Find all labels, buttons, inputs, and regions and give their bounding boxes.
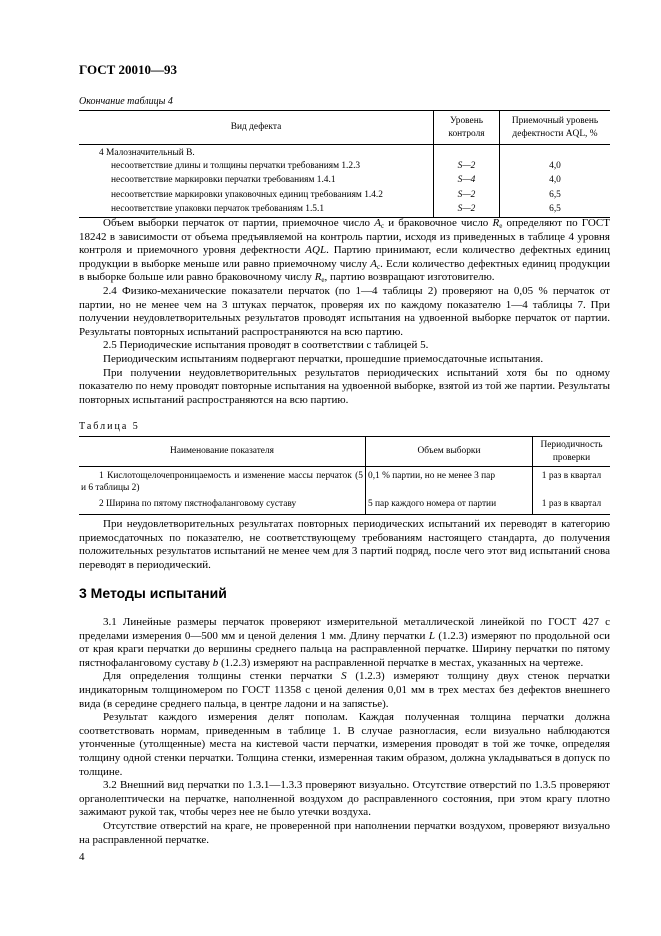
body-text-block-3 — [79, 616, 610, 847]
paragraph-3-2: 3.2 Внешний вид перчатки по 1.3.1—1.3.3 проверяют визуально. Отсутствие отверстий по 1.3.5 проверяют органолептически на перчатке, наполненной воздухом до расправленного состояния, при этом крагу плотно зажимают рукой так, чтобы через нее не было утечки воздуха. — [79, 779, 610, 819]
paragraph-3-1: 3.1 Линейные размеры перчаток проверяют измерительной металлической линейкой по ГОСТ 427 с пределами измерения 0—500 мм и ценой деления 1 мм. Длину перчатки L (1.2.3) измеряют по продольной оси от края краги перчатки до вершины среднего пальца на расправленной перчатке. Ширину перчатки по пятому пястнофаланговому суставу b (1.2.3) измеряют на расправленной перчатке в местах, указанных на чертеже. — [79, 616, 610, 669]
table5-header-name: Наименование показателя — [79, 437, 366, 467]
table-row — [79, 188, 610, 202]
table4-defect: несоответствие маркировки перчатки требованиям 1.4.1 — [111, 175, 336, 186]
paragraph-2-5: 2.5 Периодические испытания проводят в соответствии с таблицей 5. — [103, 339, 429, 352]
table-row — [79, 467, 610, 497]
table5-caption: Таблица 5 — [79, 421, 140, 432]
body-text-block-2 — [79, 518, 610, 572]
table5-name: 2 Ширина по пятому пястнофаланговому суставу — [79, 496, 366, 514]
table4-header-aql: Приемочный уровень дефектности AQL, % — [500, 111, 611, 145]
table4-level: S—2 — [434, 202, 500, 218]
section-title: 3 Методы испытаний — [79, 585, 227, 601]
table5-sample: 5 пар каждого номера от партии — [366, 496, 533, 514]
table4-defect: несоответствие длины и толщины перчатки требованиям 1.2.3 — [111, 161, 361, 172]
table4-aql: 6,5 — [500, 188, 611, 202]
paragraph-measurement: Результат каждого измерения делят пополам. Каждая полученная толщина перчатки должна соответствовать нормам, приведенным в таблице 1. В случае разногласия, если визуально наблюдаются утонченные (утолщенные) места на кистевой части перчатки, измерения проводят в той же точке, определяя толщину одной стенки перчатки. Толщина стенки, измеренная таким образом, должна укладываться в допуск по толщине. — [79, 711, 610, 778]
table5-sample: 0,1 % партии, но не менее 3 пар — [366, 467, 533, 497]
paragraph-after-table: При неудовлетворительных результатах повторных периодических испытаний их переводят в категорию приемосдаточных по показателю, не соответствующему требованиям настоящего стандарта, до получения положительных результатов испытаний не менее чем для 3 партий подряд, после чего этот вид испытаний снова переводят в периодический. — [79, 518, 610, 571]
table-row — [79, 173, 610, 187]
table-row — [79, 159, 610, 173]
table4-level: S—2 — [434, 188, 500, 202]
table4-aql: 4,0 — [500, 159, 611, 173]
page-number: 4 — [79, 851, 85, 863]
table4-header-defect: Вид дефекта — [79, 111, 434, 145]
table4-aql: 4,0 — [500, 173, 611, 187]
paragraph-thickness: Для определения толщины стенки перчатки S (1.2.3) измеряют толщину двух стенок перчатки индикаторным толщиномером по ГОСТ 11358 с ценой деления 0,01 мм в трех местах без дефектов внешнего вида (в середине среднего пальца, в центре ладони и на запястье). — [79, 670, 610, 710]
table4-header-level: Уровень контроля — [434, 111, 500, 145]
table4-aql: 6,5 — [500, 202, 611, 218]
table4-group-label: 4 Малозначительный B. — [99, 148, 195, 158]
paragraph-sampling: Объем выборки перчаток от партии, приемочное число $A_c$ и браковочное число $R_e$ определяют по ГОСТ 18242 в зависимости от объема предъявляемой на контроль партии, исходя из приведенных в таблице 4 уровня контроля и приемочного уровня дефектности AQL. Партию принимают, если количество дефектных единиц продукции в выборке меньше или равно приемочному числу $A_c$. Если количество дефектных единиц продукции в выборке больше или равно браковочному числу $R_e$, партию возвращают изготовителю. — [79, 217, 610, 285]
paragraph-2-4: 2.4 Физико-механические показатели перчаток (по 1—4 таблицы 2) проверяют на 0,05 % перчаток от партии, но не менее чем на 3 штуках перчаток, проверяя их по каждому показателю 1—4 таблицы 7. При получении неудовлетворительных результатов проводят испытания на удвоенной выборке перчаток от партии. Результаты повторных испытаний распространяются на всю партию. — [79, 284, 610, 338]
table5-header-period: Периодичность проверки — [533, 437, 611, 467]
table-4 — [79, 110, 610, 218]
table-row — [79, 202, 610, 218]
paragraph-retest: При получении неудовлетворительных результатов периодических испытаний хотя бы по одному показателю по нему проводят повторные испытания на удвоенной выборке, взятой из той же партии. Результаты повторных испытаний распространяются на всю партию. — [79, 366, 610, 406]
table5-header-sample: Объем выборки — [366, 437, 533, 467]
table5-name: 1 Кислотощелочепроницаемость и изменение массы перчаток (5 и 6 таблицы 2) — [81, 471, 363, 494]
paragraph-holes: Отсутствие отверстий на краге, не проверенной при наполнении перчатки воздухом, проверяют визуально на расправленной перчатке. — [79, 819, 610, 846]
table5-period: 1 раз в квартал — [533, 496, 611, 514]
table4-defect: несоответствие маркировки упаковочных единиц требованиям 1.4.2 — [111, 189, 383, 200]
document-header: ГОСТ 20010—93 — [79, 62, 178, 77]
table4-level: S—2 — [434, 159, 500, 173]
body-text-block-1 — [79, 217, 610, 407]
table4-defect: несоответствие упаковки перчаток требованиям 1.5.1 — [79, 202, 434, 218]
table4-level: S—4 — [434, 173, 500, 187]
table4-caption: Окончание таблицы 4 — [79, 96, 173, 107]
table-5 — [79, 436, 610, 515]
table-row — [79, 496, 610, 514]
table5-period: 1 раз в квартал — [533, 467, 611, 497]
paragraph-periodic: Периодическим испытаниям подвергают перчатки, прошедшие приемосдаточные испытания. — [103, 352, 544, 365]
